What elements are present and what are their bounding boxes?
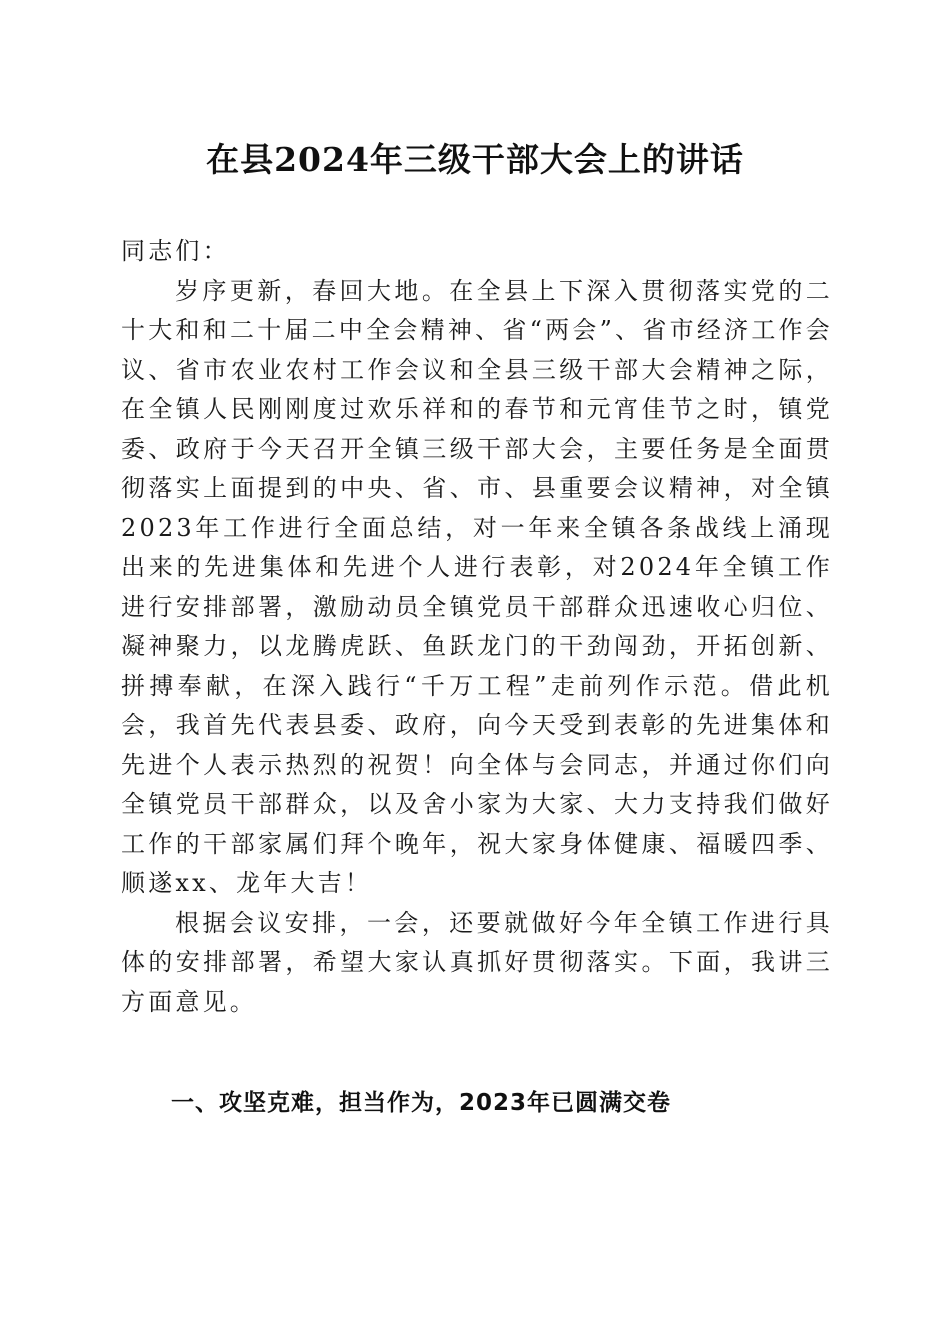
document-title: 在县2024年三级干部大会上的讲话: [206, 140, 744, 179]
document-body: [121, 232, 833, 1022]
salutation: 同志们：: [121, 237, 230, 265]
paragraph-opening: 岁序更新，春回大地。在全县上下深入贯彻落实党的二十大和和二十届二中全会精神、省“两会”、省市经济工作会议、省市农业农村工作会议和全县三级干部大会精神之际，在全镇人民刚刚度过欢乐祥和的春节和元宵佳节之时，镇党委、政府于今天召开全镇三级干部大会，主要任务是全面贯彻落实上面提到的中央、省、市、县重要会议精神，对全镇2023年工作进行全面总结，对一年来全镇各条战线上涌现出来的先进集体和先进个人进行表彰，对2024年全镇工作进行安排部署，激励动员全镇党员干部群众迅速收心归位、凝神聚力，以龙腾虎跃、鱼跃龙门的干劲闯劲，开拓创新、拼搏奉献，在深入践行“千万工程”走前列作示范。借此机会，我首先代表县委、政府，向今天受到表彰的先进集体和先进个人表示热烈的祝贺！向全体与会同志，并通过你们向全镇党员干部群众，以及舍小家为大家、大力支持我们做好工作的干部家属们拜个晚年，祝大家身体健康、福暖四季、顺遂xx、龙年大吉！: [121, 276, 833, 897]
paragraph-arrangement: 根据会议安排，一会，还要就做好今年全镇工作进行具体的安排部署，希望大家认真抓好贯彻落实。下面，我讲三方面意见。: [121, 908, 833, 1016]
section-heading: 一、攻坚克难，担当作为，2023年已圆满交卷: [171, 1090, 672, 1116]
